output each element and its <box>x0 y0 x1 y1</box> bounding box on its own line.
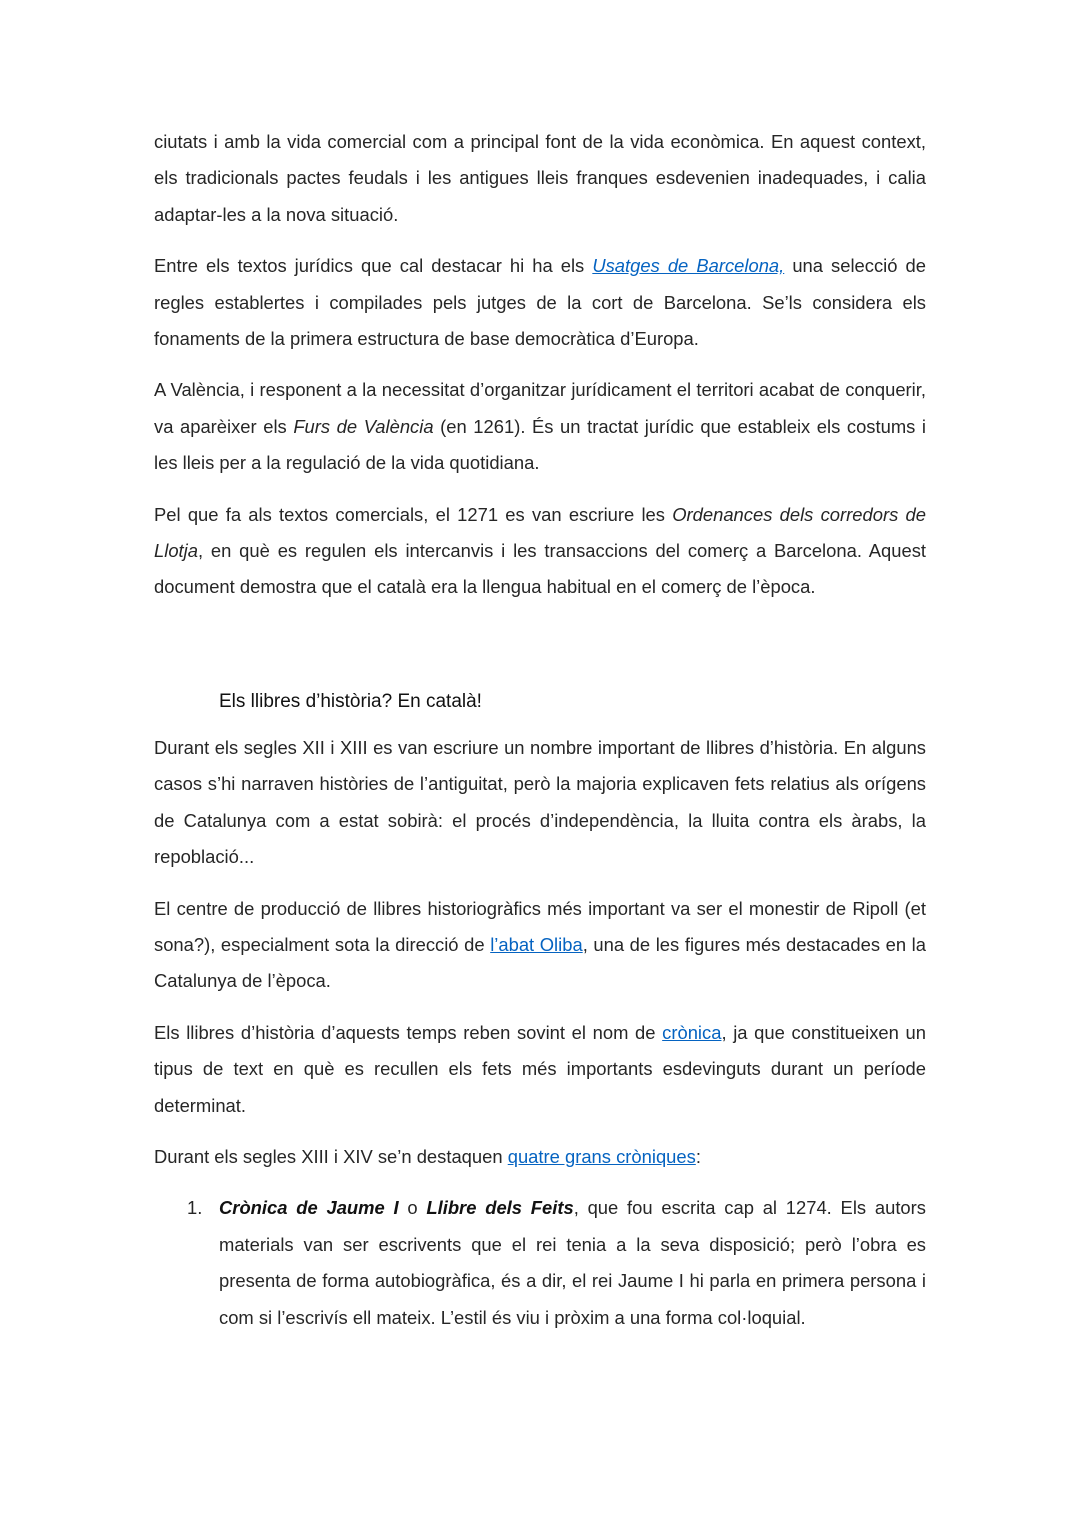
text: : <box>695 1145 701 1167</box>
text: , que fou escrita cap al 1274. Els autors materials van ser escrivents que el rei tenia a la seva disposició; però l’obra es presenta de forma autobiogràfica, és a dir, el rei Jaume I hi parla en primera persona i com si l’escrivís ell mateix. L’estil és viu i pròxim a una forma col·loquial. <box>219 1197 926 1328</box>
cronica-link[interactable]: crònica <box>662 1021 722 1043</box>
text: A València, i responent a la necessitat d’organitzar jurídicament el territori acabat de conquerir, va aparèixer els <box>154 379 926 437</box>
paragraph <box>154 891 926 1000</box>
usatges-link[interactable]: Usatges de Barcelona, <box>592 255 785 277</box>
emphasis: Ordenances dels corredors de Llotja <box>154 503 926 562</box>
section-heading: Els llibres d’història? En català! <box>219 690 482 712</box>
paragraph: Durant els segles XII i XIII es van escriure un nombre important de llibres d’història. En alguns casos s’hi narraven històries de l’antiguitat, però la majoria explicaven fets relatius als orígens de Catalunya com a estat sobirà: el procés d’independència, la lluita contra els àrabs, la repoblació... <box>154 736 926 868</box>
paragraph: ciutats i amb la vida comercial com a principal font de la vida econòmica. En aquest context, els tradicionals pactes feudals i les antigues lleis franques esdevenien inadequades, i calia adaptar-les a la nova situació. <box>154 131 926 225</box>
text: Entre els textos jurídics que cal destacar hi ha els <box>154 255 593 277</box>
list-number: 1. <box>187 1197 203 1219</box>
text: Durant els segles XIII i XIV se’n destaquen <box>154 1145 508 1167</box>
paragraph <box>154 497 926 606</box>
quatre-croniques-link[interactable]: quatre grans cròniques <box>507 1145 696 1167</box>
paragraph <box>154 1139 926 1175</box>
abat-oliba-link[interactable]: l’abat Oliba <box>490 933 583 955</box>
title: Llibre dels Feits <box>426 1197 574 1219</box>
text: (en 1261). És un tractat jurídic que estableix els costums i les lleis per a la regulació de la vida quotidiana. <box>154 415 927 474</box>
list-item <box>187 1190 926 1336</box>
text: o <box>398 1197 427 1219</box>
text: El centre de producció de llibres historiogràfics més important va ser el monestir de Ripoll (et sona?), especialment sota la direcció de <box>154 897 926 955</box>
text: Els llibres d’història d’aquests temps reben sovint el nom de <box>154 1021 663 1043</box>
text: , ja que constitueixen un tipus de text en què es recullen els fets més importants esdevinguts durant un període determinat. <box>154 1021 926 1116</box>
text: , en què es regulen els intercanvis i les transaccions del comerç a Barcelona. Aquest document demostra que el català era la llengua habitual en el comerç de l’època. <box>154 540 926 598</box>
emphasis: Furs de València <box>293 415 434 437</box>
document-body <box>154 124 926 1336</box>
text: Pel que fa als textos comercials, el 1271 es van escriure les <box>154 503 673 525</box>
paragraph <box>154 372 926 481</box>
paragraph <box>154 1015 926 1124</box>
paragraph <box>154 248 926 357</box>
chronicles-list <box>154 1190 926 1336</box>
text: , una de les figures més destacades en la Catalunya de l’època. <box>154 933 926 992</box>
title: Crònica de Jaume I <box>219 1197 399 1219</box>
text: una selecció de regles establertes i compilades pels jutges de la cort de Barcelona. Se’ls considera els fonaments de la primera estructura de base democràtica d’Europa. <box>154 255 927 350</box>
